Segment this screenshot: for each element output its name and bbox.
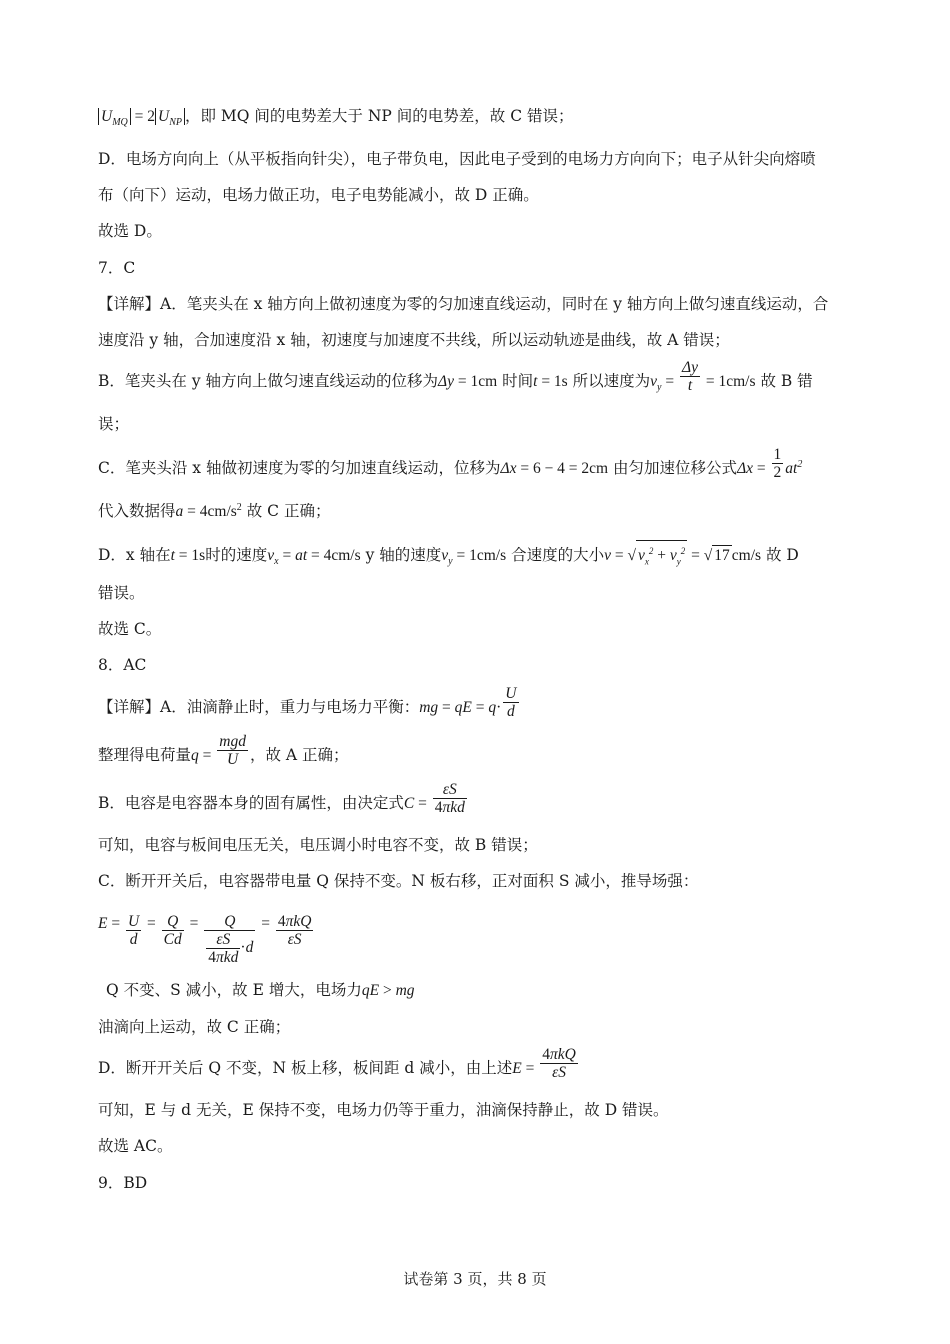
formula-e-derivation: E = $\frac{U}{d}$ = $\frac{Q}{Cd}$ = Q $\frac{\varepsilon S}{\text{4πkd}}$ ·d = $\frac{\text{4πkQ}}{\varepsilon S}$ bbox=[98, 913, 312, 966]
page-footer: 试卷第 3 页，共 8 页 bbox=[403, 1270, 547, 1288]
formula-umq-2unp: $U_{MQ} = 2$ $U_{NP}$ bbox=[98, 108, 185, 125]
line-text: ，即 MQ 间的电势差大于 NP 间的电势差，故 C 错误； bbox=[185, 107, 574, 125]
q7-select: 故选 C。 bbox=[98, 620, 162, 638]
formula-dx-half-at2: Δx = $\frac{1}{2}$ $at^2$ bbox=[737, 446, 803, 482]
q7-detail-b1 bbox=[98, 359, 813, 398]
formula-vx: $v_x$ = at = 4cm/s bbox=[267, 547, 361, 568]
q8-detail-d1 bbox=[98, 1046, 580, 1081]
q7-detail-a2: 速度沿 y 轴，合加速度沿 x 轴，初速度与加速度不共线，所以运动轨迹是曲线，故 A 错误； bbox=[98, 331, 730, 349]
formula-v-sqrt17: v = √ $v_x^2 + v_y^2$ = √ 17 cm/s bbox=[604, 547, 761, 564]
line-text: 由匀加速位移公式 bbox=[608, 459, 738, 478]
line-text: 整理得电荷量 bbox=[98, 746, 192, 765]
q8-detail-a2 bbox=[98, 733, 349, 768]
line-text: ，故 A 正确； bbox=[249, 746, 349, 765]
formula-t-1s-d: t = 1s bbox=[170, 547, 206, 565]
question-8-heading: 8．AC bbox=[98, 656, 147, 674]
formula-mg-qe: mg = qE = q· $\frac{U}{d}$ bbox=[419, 685, 517, 720]
q8-detail-d2: 可知，E 与 d 无关，E 保持不变，电场力仍等于重力，油滴保持静止，故 D 错误。 bbox=[98, 1101, 669, 1119]
formula-q-mgd-u: q = $\frac{\text{mgd}}{U}$ bbox=[191, 733, 246, 768]
q7-detail-c2 bbox=[98, 498, 330, 522]
line-text: D．断开开关后 Q 不变，N 板上移，板间距 d 减小，由上述 bbox=[98, 1059, 513, 1078]
formula-t-1s: t = 1s bbox=[533, 373, 568, 391]
line-text: C．笔夹头沿 x 轴做初速度为零的匀加速直线运动，位移为 bbox=[98, 459, 501, 478]
q8-detail-b2: 可知，电容与板间电压无关，电压调小时电容不变，故 B 错误； bbox=[98, 836, 538, 854]
q7-detail-a1: 【详解】A．笔夹头在 x 轴方向上做初速度为零的匀加速直线运动，同时在 y 轴方向上做匀速直线运动，合 bbox=[98, 295, 829, 313]
line-text: D．x 轴在 bbox=[98, 546, 171, 565]
formula-e-4pikq: E = $\frac{\text{4πkQ}}{\varepsilon S}$ bbox=[512, 1046, 576, 1081]
line-text: 合速度的大小 bbox=[506, 546, 605, 565]
line-text: 故 B 错 bbox=[755, 372, 813, 391]
q8-detail-c4: 油滴向上运动，故 C 正确； bbox=[98, 1018, 291, 1036]
question-9-heading: 9．BD bbox=[98, 1174, 148, 1192]
q7-detail-c1 bbox=[98, 446, 803, 482]
line-text: 代入数据得 bbox=[98, 502, 176, 521]
q8-detail-c1: C．断开开关后，电容器带电量 Q 保持不变。N 板右移，正对面积 S 减小，推导场强： bbox=[98, 872, 699, 890]
text-line-d1: D．电场方向向上（从平板指向针尖），电子带负电，因此电子受到的电场力方向向下；电子从针尖向熔喷 bbox=[98, 150, 816, 168]
q7-detail-d1 bbox=[98, 540, 799, 572]
formula-c-eps-s: C = $\frac{\varepsilon S}{\text{4πkd}}$ bbox=[403, 781, 465, 816]
question-7-heading: 7．C bbox=[98, 259, 136, 277]
formula-dx: Δx = 6 − 4 = 2cm bbox=[500, 460, 609, 478]
line-text: 【详解】A．油滴静止时，重力与电场力平衡： bbox=[98, 698, 420, 717]
text-line-c-conclusion bbox=[98, 106, 574, 133]
q8-select: 故选 AC。 bbox=[98, 1137, 173, 1155]
q7-detail-b2: 误； bbox=[98, 415, 130, 433]
line-text: Q 不变、S 减小，故 E 增大，电场力 bbox=[106, 981, 362, 999]
text-line-d2: 布（向下）运动，电场力做正功，电子电势能减小，故 D 正确。 bbox=[98, 186, 539, 204]
q8-detail-c2-formula bbox=[98, 913, 315, 966]
formula-a-4: $a = 4cm/s^2$ bbox=[175, 502, 242, 521]
line-text: 时的速度 bbox=[205, 546, 268, 565]
q8-detail-a1 bbox=[98, 685, 521, 720]
q8-detail-b1 bbox=[98, 781, 469, 816]
formula-qe-gt-mg: qE > mg bbox=[361, 982, 415, 999]
formula-vy-1: $v_y = 1cm/s$ bbox=[441, 547, 507, 568]
formula-dy-1cm: Δy = 1cm bbox=[438, 373, 498, 391]
q8-detail-c3 bbox=[106, 980, 415, 1001]
text-line-select-d: 故选 D。 bbox=[98, 222, 162, 240]
line-text: B．电容是电容器本身的固有属性，由决定式 bbox=[98, 794, 404, 813]
line-text: B．笔夹头在 y 轴方向上做匀速直线运动的位移为 bbox=[98, 372, 439, 391]
formula-vy: $v_y$ = $\frac{\Delta y}{t}$ = 1cm/s bbox=[650, 359, 756, 394]
line-text: 所以速度为 bbox=[567, 372, 651, 391]
line-text: 故 D bbox=[761, 546, 799, 565]
line-text: y 轴的速度 bbox=[360, 546, 442, 565]
line-text: 故 C 正确； bbox=[241, 502, 331, 521]
q7-detail-d2: 错误。 bbox=[98, 584, 145, 602]
line-text: 时间 bbox=[497, 372, 534, 391]
